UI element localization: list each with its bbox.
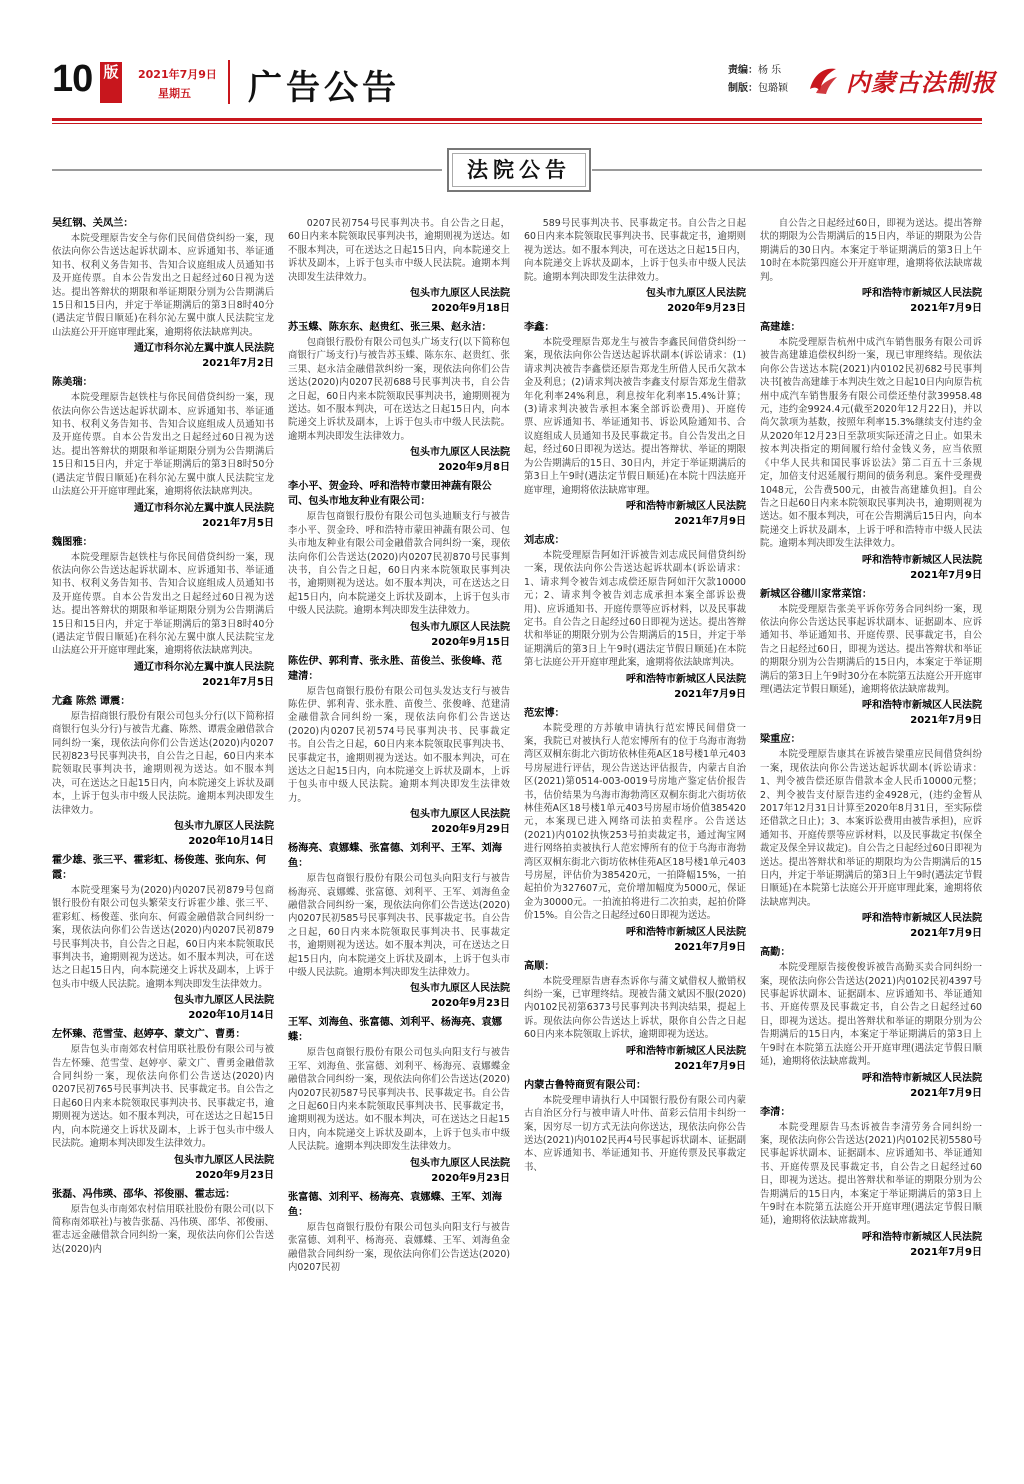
court-notice: [524, 533, 746, 702]
editor-info: [728, 62, 788, 98]
court-notice: [288, 654, 510, 838]
column-3: [524, 216, 746, 1468]
notice-date: 2021年7月9日: [910, 303, 982, 315]
notice-addressee: 王军、刘海鱼、张富德、刘利平、杨海亮、袁娜蝶：: [288, 1017, 502, 1044]
notice-date: 2021年7月9日: [910, 1246, 982, 1258]
banner-line-left: [52, 169, 442, 171]
paper-name: 内蒙古法制报: [846, 68, 996, 97]
notice-date: 2020年9月23日: [431, 998, 510, 1010]
notice-addressee: 霍少雄、张三平、霍彩虹、杨俊莲、张向东、何霞：: [52, 855, 266, 881]
notice-addressee: 刘志成：: [524, 534, 565, 546]
notice-addressee: 李小平、贺金玲、呼和浩特市蒙田神蔬有限公司、包头市地友种业有限公司：: [288, 481, 492, 508]
court-notice: [52, 1187, 274, 1257]
paper-logo: [806, 62, 1006, 98]
notice-court: 包头市九原区人民法院: [410, 621, 510, 633]
notice-court: 包头市九原区人民法院: [410, 288, 510, 300]
notice-body: 本院受理申请执行人中国银行股份有限公司内蒙古自治区分行与被申请人叶伟、苗彩云信用卡纠纷一案，因穷尽一切方式无法向你送达，现依法向你公告送达(2021)内0102民再4号民事起诉状副本、证据副本、应诉通知书、举证通知书、开庭传票及民事裁定书、: [524, 1094, 746, 1173]
notice-date: 2021年7月9日: [674, 515, 746, 527]
court-notice: [52, 694, 274, 849]
notice-court: 包头市九原区人民法院: [174, 995, 274, 1007]
masthead-divider: [228, 60, 230, 104]
notice-court: 包头市九原区人民法院: [410, 983, 510, 995]
notice-court: 呼和浩特市新城区人民法院: [626, 926, 746, 938]
paper-emblem-icon: [806, 63, 840, 97]
notice-body: 原告包商银行股份有限公司包头向阳支行与被告杨海亮、袁娜蝶、张富德、刘利平、王军、刘海鱼金融借款合同纠纷一案，现依法向你们公告送达(2020)内0207民初585号民事判决书、民事裁定书。自公告之日起，60日内来本院领取民事判决书、民事裁定书，逾期则视为送达。如不服本判决，可在送达之日起15日内，向本院递交上诉状及副本，上诉于包头市中级人民法院。逾期本判决即发生法律效力。: [288, 873, 510, 979]
notice-date: 2021年7月9日: [910, 569, 982, 581]
notice-body: 本院受理案号为(2020)内0207民初879号包商银行股份有限公司包头繁荣支行诉霍少雄、张三平、霍彩虹、杨俊莲、张向东、何霞金融借款合同纠纷一案，现依法向你们公告送达(2020)内0207民初879号民事判决书，自公告之日起，60日内来本院领取民事判决书，逾期则视为送达。如不服本判决，可在送达之日起15日内，向本院递交上诉状及副本，上诉于包头市中级人民法院。逾期本判决即发生法律效力。: [52, 885, 274, 990]
notice-court: 呼和浩特市新城区人民法院: [862, 554, 982, 566]
page-number: 10: [52, 58, 93, 100]
notice-body: 本院受理原告阿如汗诉被告刘志成民间借贷纠纷一案，现依法向你公告送达起诉状副本(诉讼请求：1、请求判令被告刘志成偿还原告阿如汗欠款10000元；2、请求判令被告刘志成承担本案全部诉讼费用)、应诉通知书、开庭传票等应诉材料，以及民事裁定书。自公告之日起经过60日即视为送达。提出答辩状和举证的期限分别为公告期满后的15日，并定于举证期满后的第3日上午9时(遇法定节假日顺延)在本院第七法庭公开开庭审理此案，逾期将依法缺席判决。: [524, 549, 746, 669]
notice-court: 包头市九原区人民法院: [174, 1154, 274, 1166]
court-notice: [288, 217, 510, 316]
notice-date: 2020年9月18日: [431, 303, 510, 315]
column-1: [52, 216, 274, 1468]
notice-body: 包商银行股份有限公司包头广场支行(以下简称包商银行广场支行)与被告苏玉蝶、陈东东、赵贵红、张三果、赵永洁金融借款纠纷一案，现依法向你们公告送达(2020)内0207民初688号民事判决书，自公告之日起，60日内来本院领取民事判决书，逾期则视为送达。如不服本判决，可在送达之日起15日内，向本院递交上诉状及副本，上诉于包头市中级人民法院。逾期本判决即发生法律效力。: [288, 337, 510, 442]
notice-body: 0207民初754号民事判决书。自公告之日起，60日内来本院领取民事判决书，逾期则视为送达。如不服本判决，可在送达之日起15日内，向本院递交上诉状及副本，上诉于包头市中级人民法院。逾期本判决即发生法律效力。: [288, 218, 510, 283]
court-notice: [288, 1190, 510, 1275]
issue-weekday: 星期五: [158, 87, 191, 100]
notice-body: 原告包商银行股份有限公司包头向阳支行与被告张富德、刘利平、杨海亮、袁娜蝶、王军、刘海鱼金融借款合同纠纷一案，现依法向你们公告送达(2020)内0207民初: [288, 1221, 510, 1273]
notice-addressee: 吴红钢、关凤兰：: [52, 218, 134, 229]
court-notice: [524, 959, 746, 1074]
notice-court: 包头市九原区人民法院: [410, 809, 510, 821]
notice-date: 2020年10月14日: [188, 1010, 274, 1022]
banner-box: [447, 148, 591, 192]
notice-date: 2021年7月9日: [910, 715, 982, 727]
banner-title: 法院公告: [452, 153, 586, 187]
court-notice: [52, 1027, 274, 1182]
notice-body: 原告包商银行股份有限公司包头向阳支行与被告王军、刘海鱼、张富德、刘利平、杨海亮、袁娜蝶金融借款合同纠纷一案，现依法向你们公告送达(2020)内0207民初587号民事判决书、民事裁定书。自公告之日起60日内来本院领取民事判决书、民事裁定书，逾期则视为送达。如不服本判决，可在送达之日起15日内，向本院递交上诉状及副本，上诉于包头市中级人民法院。逾期本判决即发生法律效力。: [288, 1047, 510, 1153]
court-notice: [52, 216, 274, 371]
notice-addressee: 高顺：: [524, 960, 555, 972]
court-notice: [288, 841, 510, 1011]
court-notice: [52, 375, 274, 530]
notice-addressee: 新城区谷穗川家常菜馆：: [760, 588, 873, 600]
notice-body: 本院受理原告唐春杰诉你与蒲文斌借权人撤销权纠纷一案，已审理终结。现被告蒲文斌因不服(2020)内0102民初第6373号民事判决书判决结果，提起上诉。现依法向你公告送达上诉状，限你自公告之日起60日内来本院领取上诉状，逾期即视为送达。: [524, 975, 746, 1041]
section-banner: [52, 148, 982, 192]
court-notice: [760, 1105, 982, 1260]
court-notice: [524, 217, 746, 316]
notice-body: 本院受理原告杭州中成汽车销售服务有限公司诉被告高建雄追偿权纠纷一案，现已审理终结。现依法向你公告送达本院(2021)内0102民初682号民事判决书[被告高建雄于本判决生效之日起10日内向原告杭州中成汽车销售服务有限公司偿还垫付款39958.48元，违约金9924.4元(截至2020年12月22日)，并以尚欠款项为基数，按照年利率15.3%继续支付违约金从2020年12月23日至款项实际还清之日止。如果未按本判决指定的期间履行给付金钱义务，应当依照《中华人民共和国民事诉讼法》第二百五十三条规定，加倍支付迟延履行期间的债务利息。案件受理费1048元，公告费500元，由被告高建雄负担]。自公告之日起60日内来本院领取民事判决书，逾期则视为送达。如不服本判决，可在公告期满后15日内，向本院递交上诉状及副本，上诉于呼和浩特市中级人民法院。逾期本判决即发生法律效力。: [760, 337, 982, 550]
notice-addressee: 杨海亮、袁娜蝶、张富德、刘利平、王军、刘海鱼：: [288, 843, 502, 870]
notice-body: 本院受理原告马杰诉被告李清劳务合同纠纷一案，现依法向你公告送达(2021)内0102民初5580号民事起诉状副本、证据副本、应诉通知书、举证通知书、开庭传票及民事裁定书，自公告之日起经过60日，即视为送达。提出答辩状和举证的期限分别为公告期满后的15日内，本案定于举证期满后的第3日上午9时在本院第五法庭公开开庭审理(遇法定节假日顺延)，逾期将依法缺席裁判。: [760, 1121, 982, 1227]
notice-addressee: 陈美瑞：: [52, 377, 93, 389]
notice-court: 呼和浩特市新城区人民法院: [862, 913, 982, 925]
notice-date: 2020年10月14日: [188, 836, 274, 847]
court-notice: [760, 587, 982, 729]
banner-line-right: [592, 169, 982, 171]
notice-body: 本院受理原告张美平诉你劳务合同纠纷一案，现依法向你公告送达民事起诉状副本、证据副本、应诉通知书、举证通知书、开庭传票、民事裁定书，自公告之日起经过60日，即视为送达。提出答辩状和举证的期限分别为公告期满后的15日内，本案定于举证期满后的第3日上午9时30分在本院第五法庭公开开庭审理(遇法定节假日顺延)，逾期将依法缺席裁判。: [760, 603, 982, 695]
notice-date: 2021年7月5日: [202, 676, 274, 688]
court-notice: [760, 217, 982, 316]
notice-date: 2021年7月9日: [674, 688, 746, 700]
notice-addressee: 高建雄：: [760, 322, 801, 334]
court-notice: [760, 732, 982, 941]
notice-court: 呼和浩特市新城区人民法院: [862, 1231, 982, 1243]
editor-name: 杨 乐: [758, 65, 782, 76]
notice-addressee: 苏玉蝶、陈东东、赵贵红、张三果、赵永洁：: [288, 322, 492, 334]
notice-date: 2020年9月23日: [195, 1169, 274, 1181]
section-title: 广告公告: [248, 69, 400, 107]
court-notice: [524, 1078, 746, 1174]
notice-addressee: 张富德、刘利平、杨海亮、袁娜蝶、王军、刘海鱼：: [288, 1191, 502, 1218]
editor-label: 责编：: [728, 65, 758, 76]
notice-addressee: 魏图雅：: [52, 536, 93, 548]
court-notice: [760, 320, 982, 583]
producer-name: 包璐颖: [758, 83, 788, 94]
notice-court: 包头市九原区人民法院: [174, 821, 274, 832]
notice-body: 本院受理的方苏敏申请执行范宏博民间借贷一案，我院已对被执行人范宏博所有的位于乌海市海勃湾区双桐东街北六街坊依林佳苑A区18号楼1单元403号房屋进行评估，现公告送达评估报告，内蒙古自治区(2021)第0514-003-0019号房地产鉴定估价报告书，估价结果为乌海市海勃湾区双桐东街北六街坊依林佳苑A区18号楼1单元403号房屋市场价值385420元，本案现已进入网络司法拍卖程序。公告送达(2021)内0102执恢253号拍卖裁定书，通过淘宝网进行网络拍卖被执行人范宏博所有的位于乌海市海勃湾区双桐东街北六街坊依林佳苑A区18号楼1单元403号房屋，评估价为385420元，一拍降幅15%，一拍起拍价为327607元，竞价增加幅度为5000元，保证金为30000元。一拍流拍将进行二次拍卖，起拍价降价15%。自公告之日起经过60日即视为送达。: [524, 722, 746, 922]
notice-addressee: 高勤：: [760, 947, 791, 959]
notice-court: 通辽市科尔沁左翼中旗人民法院: [134, 661, 274, 673]
notice-body: 原告包商银行股份有限公司包头发达支行与被告陈佐伊、郭利青、张永胜、苗俊兰、张俊峰、范建清金融借款合同纠纷一案，现依法向你们公告送达(2020)内0207民初574号民事判决书、民事裁定书。自公告之日起，60日内来本院领取民事判决书、民事裁定书，逾期则视为送达。如不服本判决，可在送达之日起15日内，向本院递交上诉状及副本，上诉于包头市中级人民法院。逾期本判决即发生法律效力。: [288, 685, 510, 804]
column-2: [288, 216, 510, 1468]
notice-court: 呼和浩特市新城区人民法院: [862, 1072, 982, 1084]
page-ban-label: 版: [100, 62, 122, 103]
court-notice: [760, 945, 982, 1100]
notice-body: 本院受理原告康其在诉被告梁重应民间借贷纠纷一案，现依法向你公告送达起诉状副本(诉讼请求：1、判令被告偿还原告借款本金人民币10000元整；2、判令被告支付原告违约金4928元，(违约金暂从2017年12月31日计算至2020年8月31日，至实际偿还借款之日止)；3、本案诉讼费用由被告承担)，应诉通知书、开庭传票等应诉材料，以及民事裁定书(保全裁定及保全异议裁定)。自公告之日起经过60日即视为送达。提出答辩状和举证的期限均为公告期满后的15日内，并定于举证期满后的第3日上午9时(遇法定节假日顺延)在本院第七法庭公开开庭审理此案，逾期将依法缺席判决。: [760, 749, 982, 908]
notice-body: 本院受理原告郑龙生与被告李鑫民间借贷纠纷一案，现依法向你公告送达起诉状副本(诉讼请求：(1)请求判决被告李鑫偿还原告郑龙生所借人民币欠款本金及利息；(2)请求判决被告李鑫支付原告郑龙生借款年化利率24%利息，利息按年化利率15.4%计算；(3)请求判决被告承担本案全部诉讼费用)、开庭传票、应诉通知书、举证通知书、诉讼风险通知书、合议庭组成人员通知书及民事裁定书。自公告发出之日起，经过60日即视为送达。提出答辩状、举证的期限为公告期满后的15日、30日内，并定于举证期满后的第3日上午9时(遇法定节假日顺延)在本院十四法庭开庭审理，逾期将依法缺席审理。: [524, 337, 746, 496]
masthead: [52, 52, 996, 112]
notice-court: 呼和浩特市新城区人民法院: [626, 673, 746, 685]
notice-body: 自公告之日起经过60日，即视为送达。提出答辩状的期限为公告期满后的15日内，举证的期限为公告期满后的30日内。本案定于举证期满后的第3日上午10时在本院第四庭公开开庭审理，逾期将依法缺席裁判。: [760, 218, 982, 283]
court-notice: [524, 706, 746, 955]
court-notice: [288, 1015, 510, 1185]
producer-label: 制版：: [728, 83, 758, 94]
notice-body: 本院受理原告接俊俊诉被告高勤买卖合同纠纷一案，现依法向你公告送达(2021)内0102民初4397号民事起诉状副本、证据副本、应诉通知书、举证通知书、开庭传票及民事裁定书，自公告之日起经过60日，即视为送达。提出答辩状和举证的期限分别为公告期满后的15日内，本案定于举证期满后的第3日上午9时在本院第五法庭公开开庭审理(遇法定节假日顺延)，逾期将依法缺席裁判。: [760, 962, 982, 1068]
court-notice: [288, 479, 510, 649]
notice-court: 包头市九原区人民法院: [646, 288, 746, 300]
notice-court: 包头市九原区人民法院: [410, 447, 510, 459]
notice-date: 2020年9月8日: [438, 462, 510, 474]
court-notice: [52, 535, 274, 690]
notice-body: 原告包头市南郊农村信用联社股份有限公司与被告左怀臻、范雪莹、赵婷亭、蒙文广、曹勇金融借款合同纠纷一案，现依法向你们公告送达(2020)内0207民初765号民事判决书、民事裁定书。自公告之日起60日内来本院领取民事判决书、民事裁定书，逾期则视为送达。如不服本判决，可在送达之日起15日内，向本院递交上诉状及副本，上诉于包头市中级人民法院。逾期本判决即发生法律效力。: [52, 1044, 274, 1150]
notice-body: 本院受理原告安全与你们民间借贷纠纷一案，现依法向你公告送达起诉状副本、应诉通知书、举证通知书、权利义务告知书、告知合议庭组成人员通知书及开庭传票。自本公告发出之日起经过60日视为送达。提出答辩状的期限和举证期限分别为公告期满后15日和15日内，并定于举证期满后的第3日8时40分(遇法定节假日顺延)在科尔沁左翼中旗人民法院宝龙山法庭公开开庭审理此案，逾期将依法缺席判决。: [52, 233, 274, 338]
notice-date: 2020年9月29日: [431, 824, 510, 836]
court-notice: [524, 320, 746, 529]
notice-court: 呼和浩特市新城区人民法院: [626, 1045, 746, 1057]
notice-date: 2021年7月9日: [674, 941, 746, 953]
notice-date: 2021年7月9日: [674, 1060, 746, 1072]
notice-date: 2021年7月2日: [202, 358, 274, 370]
notice-addressee: 范宏博：: [524, 707, 565, 719]
notice-date: 2021年7月9日: [910, 928, 982, 940]
notice-addressee: 左怀臻、范雪莹、赵婷亭、蒙文广、曹勇：: [52, 1029, 246, 1041]
notice-court: 呼和浩特市新城区人民法院: [626, 500, 746, 512]
notice-addressee: 梁重应：: [760, 734, 801, 746]
notice-addressee: 尤鑫 陈然 谭震：: [52, 695, 131, 707]
notice-court: 通辽市科尔沁左翼中旗人民法院: [134, 502, 274, 514]
notice-addressee: 李清：: [760, 1106, 791, 1118]
notice-columns: [52, 216, 982, 1468]
notice-court: 呼和浩特市新城区人民法院: [862, 288, 982, 300]
column-4: [760, 216, 982, 1468]
notice-addressee: 内蒙古鲁特商贸有限公司：: [524, 1079, 647, 1091]
notice-court: 包头市九原区人民法院: [410, 1157, 510, 1169]
issue-date: 2021年7月9日: [138, 68, 217, 81]
notice-body: 原告招商银行股份有限公司包头分行(以下简称招商银行包头分行)与被告尤鑫、陈然、谭震金融借款合同纠纷一案，现依法向你们公告送达(2020)内0207民初823号民事判决书，自公告之日起，60日内来本院领取民事判决书，逾期则视为送达。如不服本判决，可在送达之日起15日内，向本院递交上诉状及副本，上诉于包头市中级人民法院。逾期本判决即发生法律效力。: [52, 710, 274, 816]
notice-date: 2021年7月9日: [910, 1087, 982, 1099]
notice-body: 589号民事判决书、民事裁定书。自公告之日起60日内来本院领取民事判决书、民事裁定书，逾期则视为送达。如不服本判决，可在送达之日起15日内，向本院递交上诉状及副本，上诉于包头市中级人民法院。逾期本判决即发生法律效力。: [524, 218, 746, 283]
notice-date: 2020年9月23日: [431, 1172, 510, 1184]
header-rule: [52, 118, 982, 121]
notice-date: 2020年9月23日: [667, 303, 746, 315]
notice-date: 2020年9月15日: [431, 636, 510, 648]
notice-body: 本院受理原告赵铁柱与你民间借贷纠纷一案，现依法向你公告送达起诉状副本、应诉通知书、举证通知书、权利义务告知书、告知合议庭组成人员通知书及开庭传票。自本公告发出之日起经过60日视为送达。提出答辩状的期限和举证期限分别为公告期满后15日和15日内，并定于举证期满后的第3日8时50分(遇法定节假日顺延)在科尔沁左翼中旗人民法院宝龙山法庭公开开庭审理此案，逾期将依法缺席判决。: [52, 392, 274, 498]
notice-court: 呼和浩特市新城区人民法院: [862, 700, 982, 712]
notice-court: 通辽市科尔沁左翼中旗人民法院: [134, 343, 274, 355]
court-notice: [52, 853, 274, 1023]
notice-body: 原告包商银行股份有限公司包头迪顺支行与被告李小平、贺金玲、呼和浩特市蒙田神蔬有限公司、包头市地友种业有限公司金融借款合同纠纷一案，现依法向你们公告送达(2020)内0207民初870号民事判决书，自公告之日起，60日内来本院领取民事判决书，逾期则视为送达。如不服本判决，可在送达之日起15日内，向本院递交上诉状及副本，上诉于包头市中级人民法院。逾期本判决即发生法律效力。: [288, 511, 510, 617]
notice-date: 2021年7月5日: [202, 517, 274, 529]
notice-body: 本院受理原告赵铁柱与你民间借贷纠纷一案，现依法向你公告送达起诉状副本、应诉通知书、举证通知书、权利义务告知书、告知合议庭组成人员通知书及开庭传票。自本公告发出之日起经过60日视为送达。提出答辩状的期限和举证期限分别为公告期满后15日和15日内，并定于举证期满后的第3日8时40分(遇法定节假日顺延)在科尔沁左翼中旗人民法院宝龙山法庭公开开庭审理此案，逾期将依法缺席判决。: [52, 551, 274, 657]
header-rule-thin: [52, 123, 982, 124]
notice-addressee: 张磊、冯伟瑛、邵华、祁俊丽、霍志远：: [52, 1188, 236, 1200]
notice-addressee: 李鑫：: [524, 322, 555, 334]
notice-addressee: 陈佐伊、郭利青、张永胜、苗俊兰、张俊峰、范建清：: [288, 655, 502, 682]
court-notice: [288, 320, 510, 475]
notice-body: 原告包头市南郊农村信用联社股份有限公司(以下简称南郊联社)与被告张磊、冯伟瑛、邵华、祁俊丽、霍志远金融借款合同纠纷一案，现依法向你们公告送达(2020)内: [52, 1203, 274, 1255]
